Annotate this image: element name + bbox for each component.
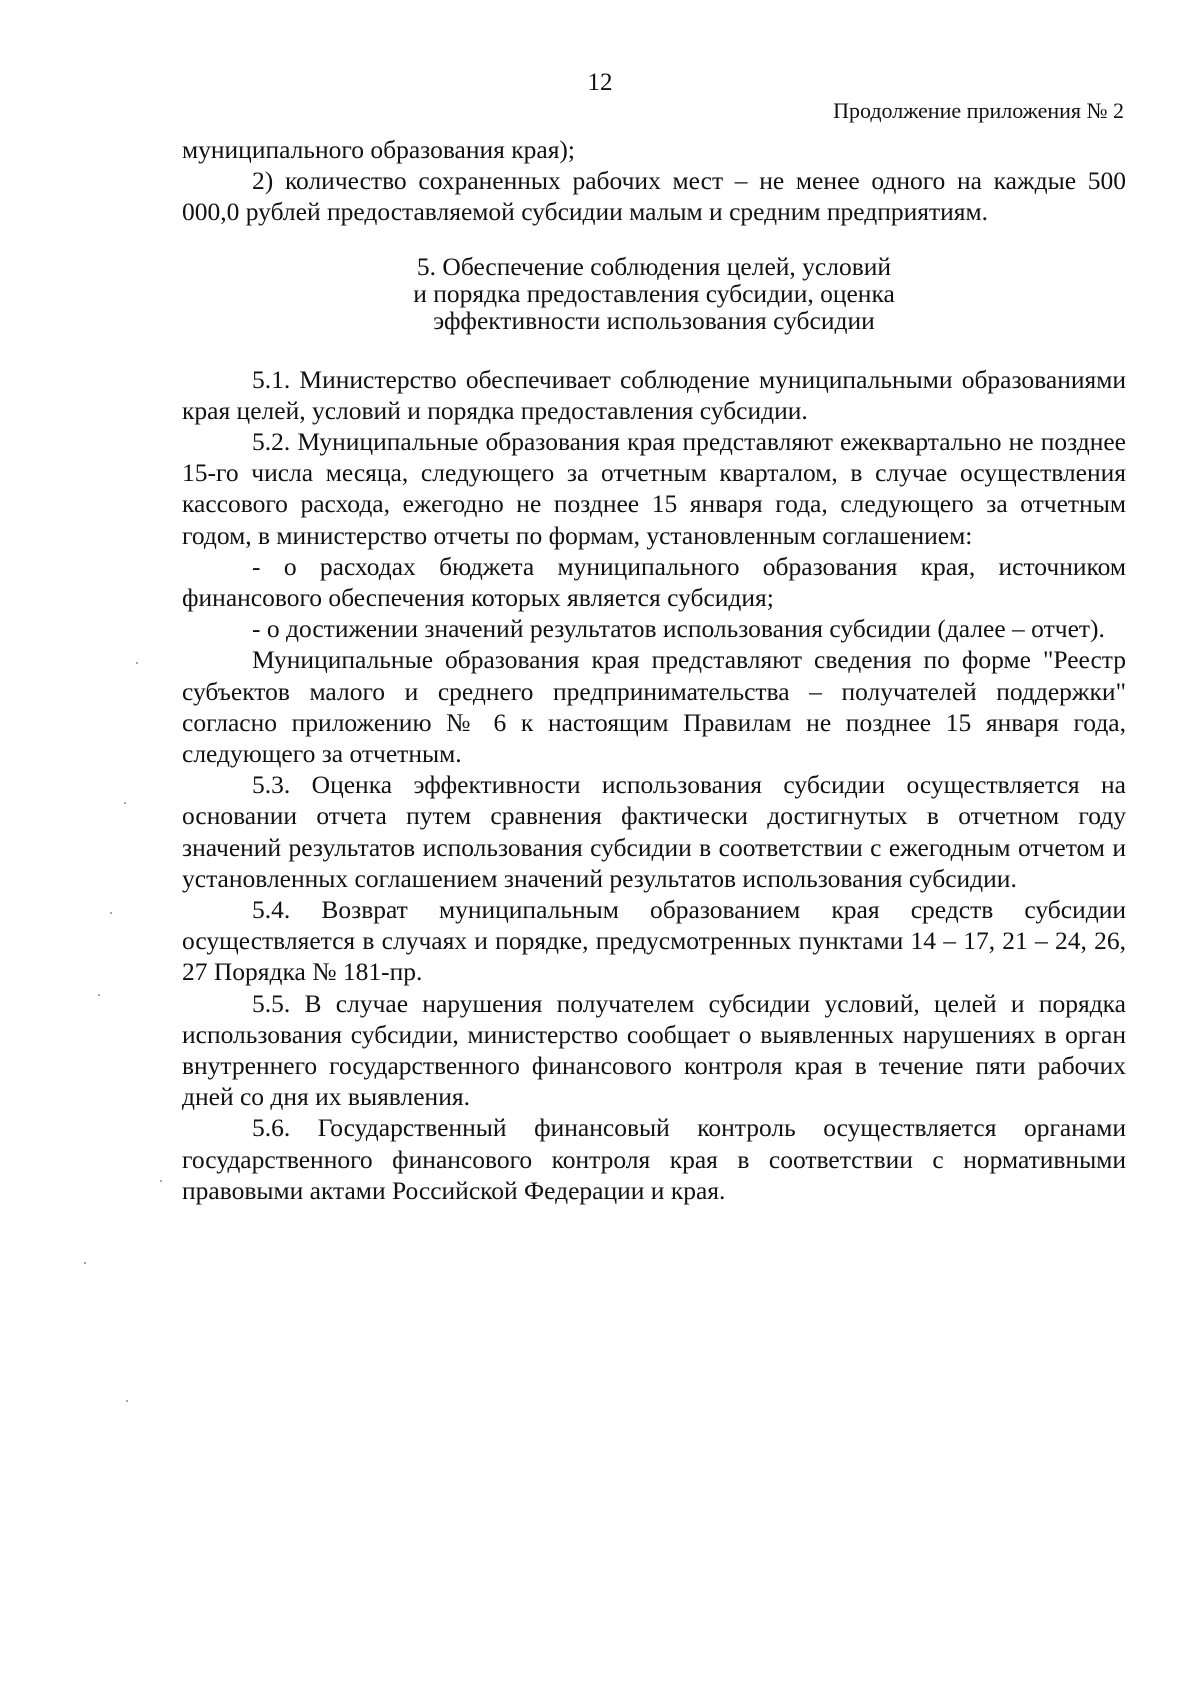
- scan-speck: [160, 1180, 162, 1182]
- paragraph-continuation: муниципального образования края);: [182, 135, 576, 164]
- paragraph-5-2: 5.2. Муниципальные образования края представляют ежеквартально не позднее 15-го числа месяца, следующего за отчетным кварталом, в случае осуществления кассового расхода, ежегодно не позднее 15 января года, следующего за отчетным годом, в министерство отчеты по формам, установленным соглашением:: [182, 427, 1126, 550]
- scan-speck: [124, 802, 126, 804]
- running-header: Продолжение приложения № 2: [833, 98, 1124, 123]
- section-heading-line: 5. Обеспечение соблюдения целей, условий: [416, 251, 892, 281]
- paragraph-registry-info: Муниципальные образования края представляют сведения по форме "Реестр субъектов малого и среднего предпринимательства – получателей поддержки" согласно приложению № 6 к настоящим Правилам не позднее 15 января года, следующего за отчетным.: [182, 645, 1126, 769]
- section-heading-line: эффективности использования субсидии: [433, 305, 875, 335]
- scan-speck: [98, 994, 100, 996]
- section-heading-line: и порядка предоставления субсидии, оценка: [413, 278, 895, 308]
- paragraph-5-5: 5.5. В случае нарушения получателем субсидии условий, целей и порядка использования субсидии, министерство сообщает о выявленных нарушениях в орган внутреннего государственного финансового контроля края в течение пяти рабочих дней со дня их выявления.: [182, 988, 1126, 1112]
- paragraph-5-6: 5.6. Государственный финансовый контроль осуществляется органами государственного финансового контроля края в соответствии с нормативными правовыми актами Российской Федерации и края.: [182, 1113, 1126, 1205]
- page-number: 12: [587, 69, 613, 96]
- paragraph-5-4: 5.4. Возврат муниципальным образованием края средств субсидии осуществляется в случаях и порядке, предусмотренных пунктами 14 – 17, 21 – 24, 26, 27 Порядка № 181-пр.: [182, 895, 1126, 987]
- list-item-results-report: - о достижении значений результатов использования субсидии (далее – отчет).: [252, 614, 1105, 644]
- document-body: [182, 134, 1126, 1206]
- paragraph-5-3: 5.3. Оценка эффективности использования субсидии осуществляется на основании отчета путем сравнения фактически достигнутых в отчетном году значений результатов использования субсидии в соответствии с ежегодным отчетом и установленных соглашением значений результатов использования субсидии.: [182, 770, 1126, 893]
- scan-speck: [110, 912, 112, 914]
- section-heading: [182, 253, 1126, 334]
- scan-speck: [126, 1400, 128, 1402]
- scan-speck: [136, 662, 138, 664]
- scan-speck: [84, 1262, 86, 1264]
- list-item-expenses-report: - о расходах бюджета муниципального образования края, источником финансового обеспечения которых является субсидия;: [182, 551, 1126, 613]
- paragraph-5-1: 5.1. Министерство обеспечивает соблюдение муниципальными образованиями края целей, условий и порядка предоставления субсидии.: [182, 364, 1126, 425]
- paragraph-item-2: 2) количество сохраненных рабочих мест – не менее одного на каждые 500 000,0 рублей предоставляемой субсидии малым и средним предприятиям.: [182, 166, 1126, 227]
